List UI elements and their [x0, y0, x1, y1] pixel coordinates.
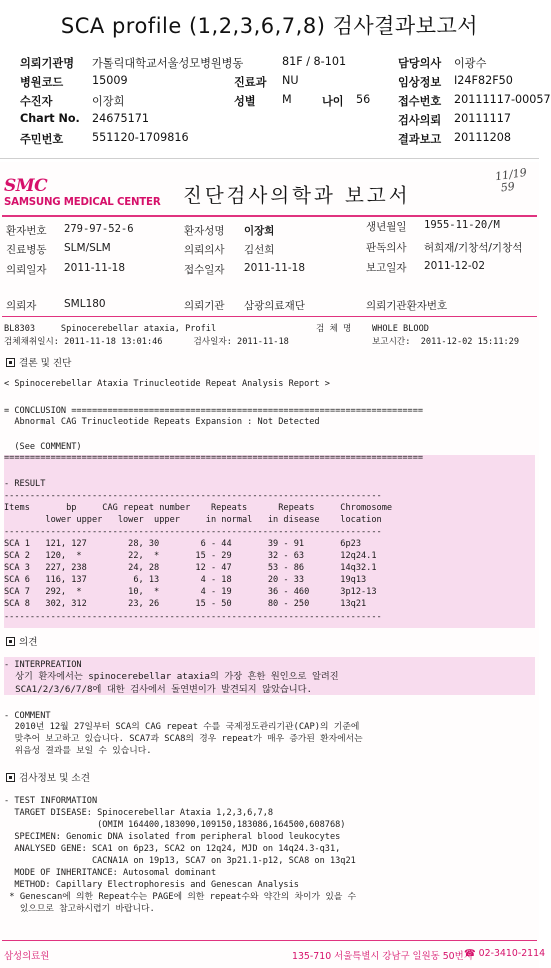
accession-label: 접수번호 [398, 95, 442, 108]
hospital-code-label: 병원코드 [20, 76, 64, 89]
clinical-info-value: I24F82F50 [454, 74, 513, 87]
footer-rule [2, 940, 537, 941]
center-name: SAMSUNG MEDICAL CENTER [4, 197, 161, 208]
accession-value: 20111117-00057 [454, 93, 551, 106]
doctor-label: 담당의사 [398, 57, 442, 70]
section-bullet-icon [6, 773, 15, 782]
patient-value: 이장희 [92, 95, 125, 108]
smc-logo-mark: SMC [4, 176, 48, 196]
report-date-value-report: 2011-12-02 [424, 260, 486, 272]
footer-address: 135-710 서울특별시 강남구 일원동 50번지 [292, 951, 473, 962]
interpretation-line-2: SCA1/2/3/6/7/8에 대한 검사에서 돌연변이가 발견되지 않았습니다. [4, 684, 313, 695]
comment-line-3: 위음성 결과를 보일 수 있습니다. [4, 746, 152, 756]
ward-label: 진료병동 [6, 244, 47, 256]
info-line: TARGET DISEASE: Spinocerebellar Ataxia 1,2,3,6,7,8 [4, 808, 274, 818]
info-line: METHOD: Capillary Electrophoresis and Genescan Analysis [4, 880, 299, 890]
summary-row-patient [20, 93, 551, 111]
handwritten-line-2: 59 [499, 179, 516, 195]
report-date-label-report: 보고일자 [366, 262, 407, 274]
table-rule-bottom: ------------------------------------------------------------------------- [4, 612, 382, 622]
ordering-doctor-value: 김선희 [244, 244, 275, 256]
test-line: BL8303 Spinocerebellar ataxia, Profil [4, 324, 217, 334]
divider [0, 158, 539, 159]
chart-no-label: Chart No. [20, 112, 80, 125]
info-note-line-1: * Genescan에 의한 Repeat수는 PAGE에 의한 repeat수와 약간의 차이가 있을 수 [4, 892, 357, 902]
report-title: 진단검사의학과 보고서 [183, 184, 411, 207]
smc-logo [4, 176, 164, 208]
patient-name-value: 이장희 [244, 225, 275, 237]
chart-no-value: 24675171 [92, 112, 149, 125]
times-line: 검체채취일시: 2011-11-18 13:01:46 검사일자: 2011-11-18 [4, 337, 289, 347]
handwritten-note [494, 167, 529, 195]
institution-label: 의뢰기관명 [20, 57, 75, 70]
footer-org: 삼성의료원 [4, 951, 50, 962]
summary-row-chart [20, 112, 535, 130]
sex-value: M [282, 93, 292, 106]
institution-value: 가톨릭대학교서울성모병원병동 [92, 57, 244, 70]
specimen-value: WHOLE BLOOD [372, 324, 429, 334]
see-comment: (See COMMENT) [4, 442, 82, 452]
summary-row-id [20, 131, 535, 149]
table-row: SCA 7 292, * 10, * 4 - 19 36 - 460 3p12-13 [4, 587, 377, 597]
table-row: SCA 1 121, 127 28, 30 6 - 44 39 - 91 6p23 [4, 539, 361, 549]
comment-line-2: 맞추어 보고하고 있습니다. SCA7과 SCA8의 경우 repeat가 매우 증가된 환자에서는 [4, 734, 363, 744]
ordering-doctor-label: 의뢰의사 [184, 244, 225, 256]
hospital-code-value: 15009 [92, 74, 128, 87]
table-row: SCA 6 116, 137 6, 13 4 - 18 20 - 33 19q13 [4, 575, 367, 585]
conclusion-head: = CONCLUSION ==================================================================== [4, 406, 424, 416]
receive-date-label: 접수일자 [184, 264, 225, 276]
department-label: 진료과 [234, 76, 267, 89]
dob-value: 1955-11-20/M [424, 219, 500, 231]
patient-label: 수진자 [20, 95, 53, 108]
sex-label: 성별 [234, 95, 256, 108]
doctor-value: 이광수 [454, 57, 487, 70]
section-test-info-label: 검사정보 및 소견 [19, 773, 90, 784]
request-date-label: 검사의뢰 [398, 114, 442, 127]
dob-label: 생년월일 [366, 221, 407, 233]
section-opinion [6, 634, 38, 648]
info-line: ANALYSED GENE: SCA1 on 6p23, SCA2 on 12q24, MJD on 14q24.3-q31, [4, 844, 341, 854]
info-line: MODE OF INHERITANCE: Autosomal dominant [4, 868, 217, 878]
info-line: CACNA1A on 19p13, SCA7 on 3p21.1-p12, SCA8 on 13q21 [4, 856, 356, 866]
report-time: 보고시간: 2011-12-02 15:11:29 [372, 337, 520, 347]
summary-row-institution [20, 55, 535, 73]
header-rule [2, 215, 537, 217]
info-rule [2, 316, 537, 317]
table-row: SCA 2 120, * 22, * 15 - 29 32 - 63 12q24.1 [4, 551, 377, 561]
result-head: - RESULT [4, 479, 46, 489]
conclusion-text: Abnormal CAG Trinucleotide Repeats Expansion : Not Detected [4, 417, 320, 427]
footer-phone: ☎ 02-3410-2114 [464, 948, 546, 959]
clinical-info-label: 임상정보 [398, 76, 442, 89]
department-value: NU [282, 74, 299, 87]
reading-doctor-label: 판독의사 [366, 242, 407, 254]
orderer-label: 의뢰자 [6, 300, 37, 312]
table-rule-top: ------------------------------------------------------------------------- [4, 491, 382, 501]
interpretation-line-1: 상기 환자에서는 spinocerebellar ataxia의 가장 흔한 원인으로 알려진 [4, 671, 339, 682]
section-opinion-label: 의견 [19, 637, 38, 648]
age-label: 나이 [322, 95, 344, 108]
separator-equals: ================================================================================= [4, 453, 424, 463]
reading-doctor-value: 허희재/기창석/기창석 [424, 242, 523, 254]
ordering-org-patient-no-label: 의뢰기관환자번호 [366, 300, 448, 312]
analysis-title: < Spinocerebellar Ataxia Trinucleotide Repeat Analysis Report > [4, 379, 330, 389]
report-date-value: 20111208 [454, 131, 511, 144]
resident-no-value: 551120-1709816 [92, 131, 189, 144]
handwritten-line-1: 11/19 [494, 165, 528, 184]
ordering-org-label: 의뢰기관 [184, 300, 225, 312]
ordering-org-value: 삼광의료재단 [244, 300, 305, 312]
report-date-label: 결과보고 [398, 133, 442, 146]
orderer-value: SML180 [64, 298, 106, 310]
section-bullet-icon [6, 358, 15, 367]
table-row: SCA 3 227, 238 24, 28 12 - 47 53 - 86 14q32.1 [4, 563, 377, 573]
summary-title: SCA profile (1,2,3,6,7,8) 검사결과보고서 [60, 14, 479, 38]
patient-name-label: 환자성명 [184, 225, 225, 237]
section-bullet-icon [6, 637, 15, 646]
table-header-1: Items bp CAG repeat number Repeats Repeats Chromosome [4, 503, 393, 513]
table-row: SCA 8 302, 312 23, 26 15 - 50 80 - 250 13q21 [4, 599, 367, 609]
section-conclusion-diagnosis [6, 355, 71, 369]
ward-value-report: SLM/SLM [64, 242, 111, 254]
age-value: 56 [356, 93, 371, 106]
request-date-value: 20111117 [454, 112, 511, 125]
ward-value: 81F / 8-101 [282, 55, 347, 68]
comment-line-1: 2010년 12월 27일부터 SCA의 CAG repeat 수를 국제정도관리기관(CAP)의 기준에 [4, 722, 360, 732]
info-line: - TEST INFORMATION [4, 796, 98, 806]
info-note-line-2: 있으므로 참고하시렵기 바랍니다. [4, 904, 155, 914]
receive-date-value: 2011-11-18 [244, 262, 306, 274]
request-date-label-report: 의뢰일자 [6, 264, 47, 276]
interpretation-head: - INTERPREATION [4, 660, 82, 670]
info-line: SPECIMEN: Genomic DNA isolated from peripheral blood leukocytes [4, 832, 341, 842]
reg-no-label: 환자번호 [6, 225, 47, 237]
info-line: (OMIM 164400,183090,109150,183086,164500,608768) [4, 820, 346, 830]
section-conclusion-label: 결론 및 진단 [19, 358, 72, 369]
section-test-info [6, 770, 90, 784]
specimen-label: 검 체 명 [316, 324, 352, 334]
resident-no-label: 주민번호 [20, 133, 64, 146]
table-rule-mid: ------------------------------------------------------------------------- [4, 527, 382, 537]
request-date-value-report: 2011-11-18 [64, 262, 126, 274]
summary-row-hospital [20, 74, 535, 92]
reg-no-value: 279-97-52-6 [64, 223, 134, 235]
table-header-2: lower upper lower upper in normal in disease location [4, 515, 382, 525]
comment-head: - COMMENT [4, 711, 51, 721]
